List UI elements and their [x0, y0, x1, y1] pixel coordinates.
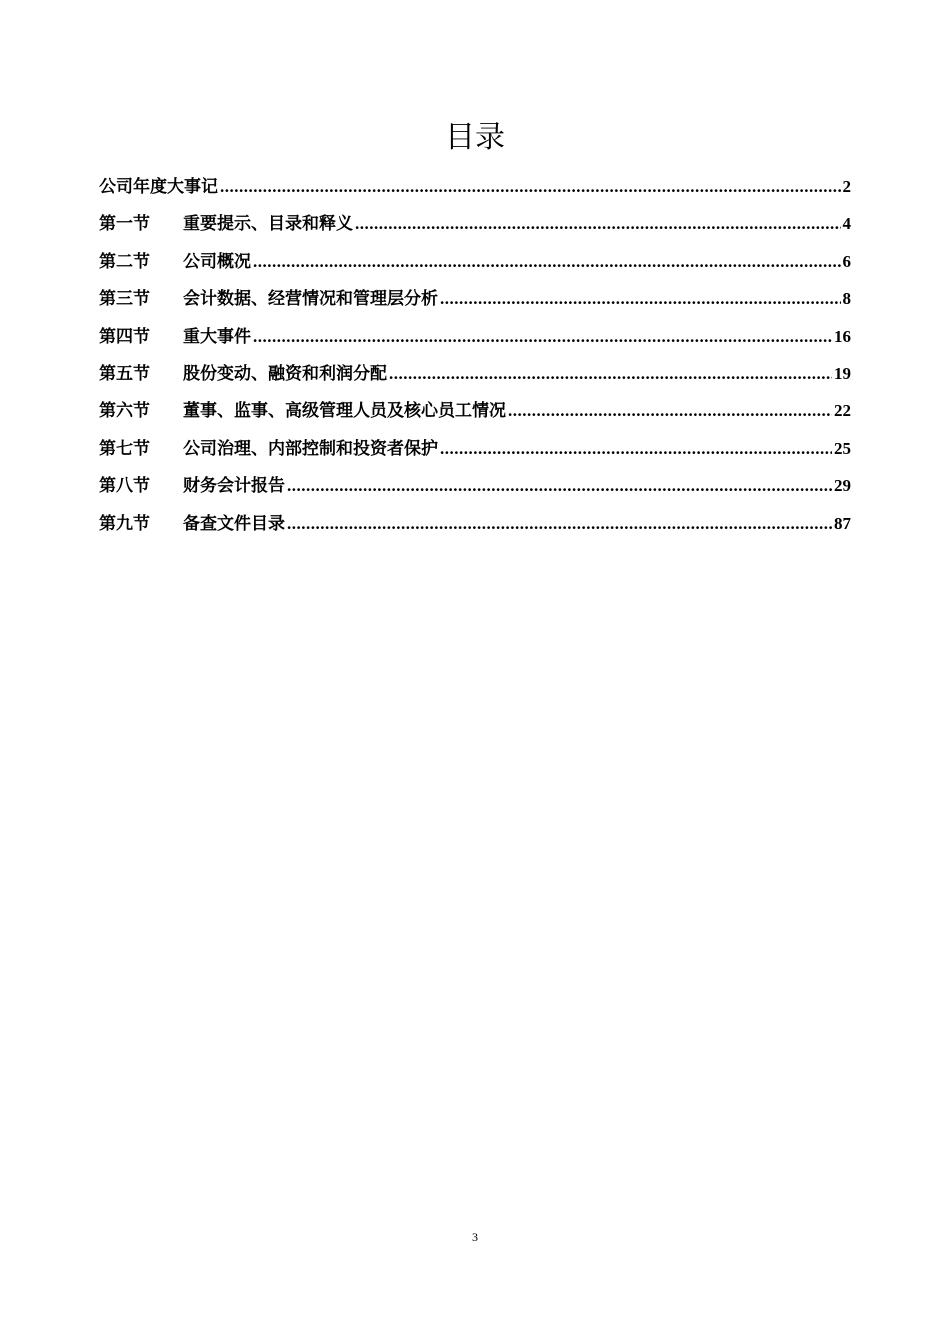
- table-of-contents: [99, 168, 851, 542]
- toc-leader-dots: [287, 467, 832, 504]
- toc-entry-title: 公司年度大事记: [99, 177, 218, 197]
- page-title: 目录: [445, 120, 505, 155]
- toc-leader-dots: [253, 243, 841, 280]
- toc-leader-dots: [508, 392, 832, 429]
- toc-leader-dots: [440, 280, 841, 317]
- toc-entry-title: 公司治理、内部控制和投资者保护: [183, 438, 438, 459]
- toc-entry-title: 会计数据、经营情况和管理层分析: [183, 289, 438, 310]
- toc-entry-section-4[interactable]: [99, 318, 851, 355]
- toc-entry-section: 第九节: [99, 513, 150, 534]
- toc-entry-annual-events[interactable]: [99, 168, 851, 205]
- toc-entry-section-6[interactable]: [99, 392, 851, 429]
- toc-entry-section: 第七节: [99, 438, 150, 459]
- toc-entry-section: 第二节: [99, 251, 150, 272]
- toc-entry-title: 财务会计报告: [183, 476, 285, 497]
- toc-leader-dots: [389, 355, 832, 392]
- toc-entry-section: 第五节: [99, 363, 150, 384]
- toc-entry-page: 16: [834, 326, 851, 346]
- toc-entry-title: 重要提示、目录和释义: [183, 214, 353, 235]
- toc-entry-title: 股份变动、融资和利润分配: [183, 363, 387, 384]
- toc-entry-section: 第四节: [99, 326, 150, 347]
- toc-entry-section: 第六节: [99, 401, 150, 422]
- page-number: 3: [472, 1230, 478, 1244]
- toc-leader-dots: [440, 430, 832, 467]
- toc-leader-dots: [253, 318, 832, 355]
- toc-entry-page: 8: [842, 289, 851, 309]
- toc-entry-section-3[interactable]: [99, 280, 851, 317]
- toc-entry-title: 董事、监事、高级管理人员及核心员工情况: [183, 401, 506, 422]
- toc-leader-dots: [355, 205, 841, 242]
- toc-entry-page: 19: [834, 363, 851, 383]
- toc-entry-page: 25: [834, 438, 851, 458]
- toc-entry-section-1[interactable]: [99, 205, 851, 242]
- toc-entry-title: 备查文件目录: [183, 513, 285, 534]
- toc-entry-section-7[interactable]: [99, 430, 851, 467]
- toc-entry-page: 2: [842, 177, 851, 196]
- toc-entry-title: 重大事件: [183, 326, 251, 347]
- toc-entry-page: 22: [834, 401, 851, 421]
- toc-leader-dots: [287, 505, 832, 542]
- toc-entry-section-5[interactable]: [99, 355, 851, 392]
- toc-entry-section: 第一节: [99, 214, 150, 235]
- toc-entry-title: 公司概况: [183, 251, 251, 272]
- toc-entry-page: 29: [834, 476, 851, 496]
- toc-entry-page: 87: [834, 513, 851, 533]
- toc-entry-section-2[interactable]: [99, 243, 851, 280]
- toc-leader-dots: [220, 168, 841, 205]
- toc-entry-page: 4: [842, 214, 851, 234]
- toc-entry-section: 第八节: [99, 476, 150, 497]
- toc-entry-page: 6: [842, 251, 851, 271]
- toc-entry-section-9[interactable]: [99, 505, 851, 542]
- toc-entry-section: 第三节: [99, 289, 150, 310]
- toc-entry-section-8[interactable]: [99, 467, 851, 504]
